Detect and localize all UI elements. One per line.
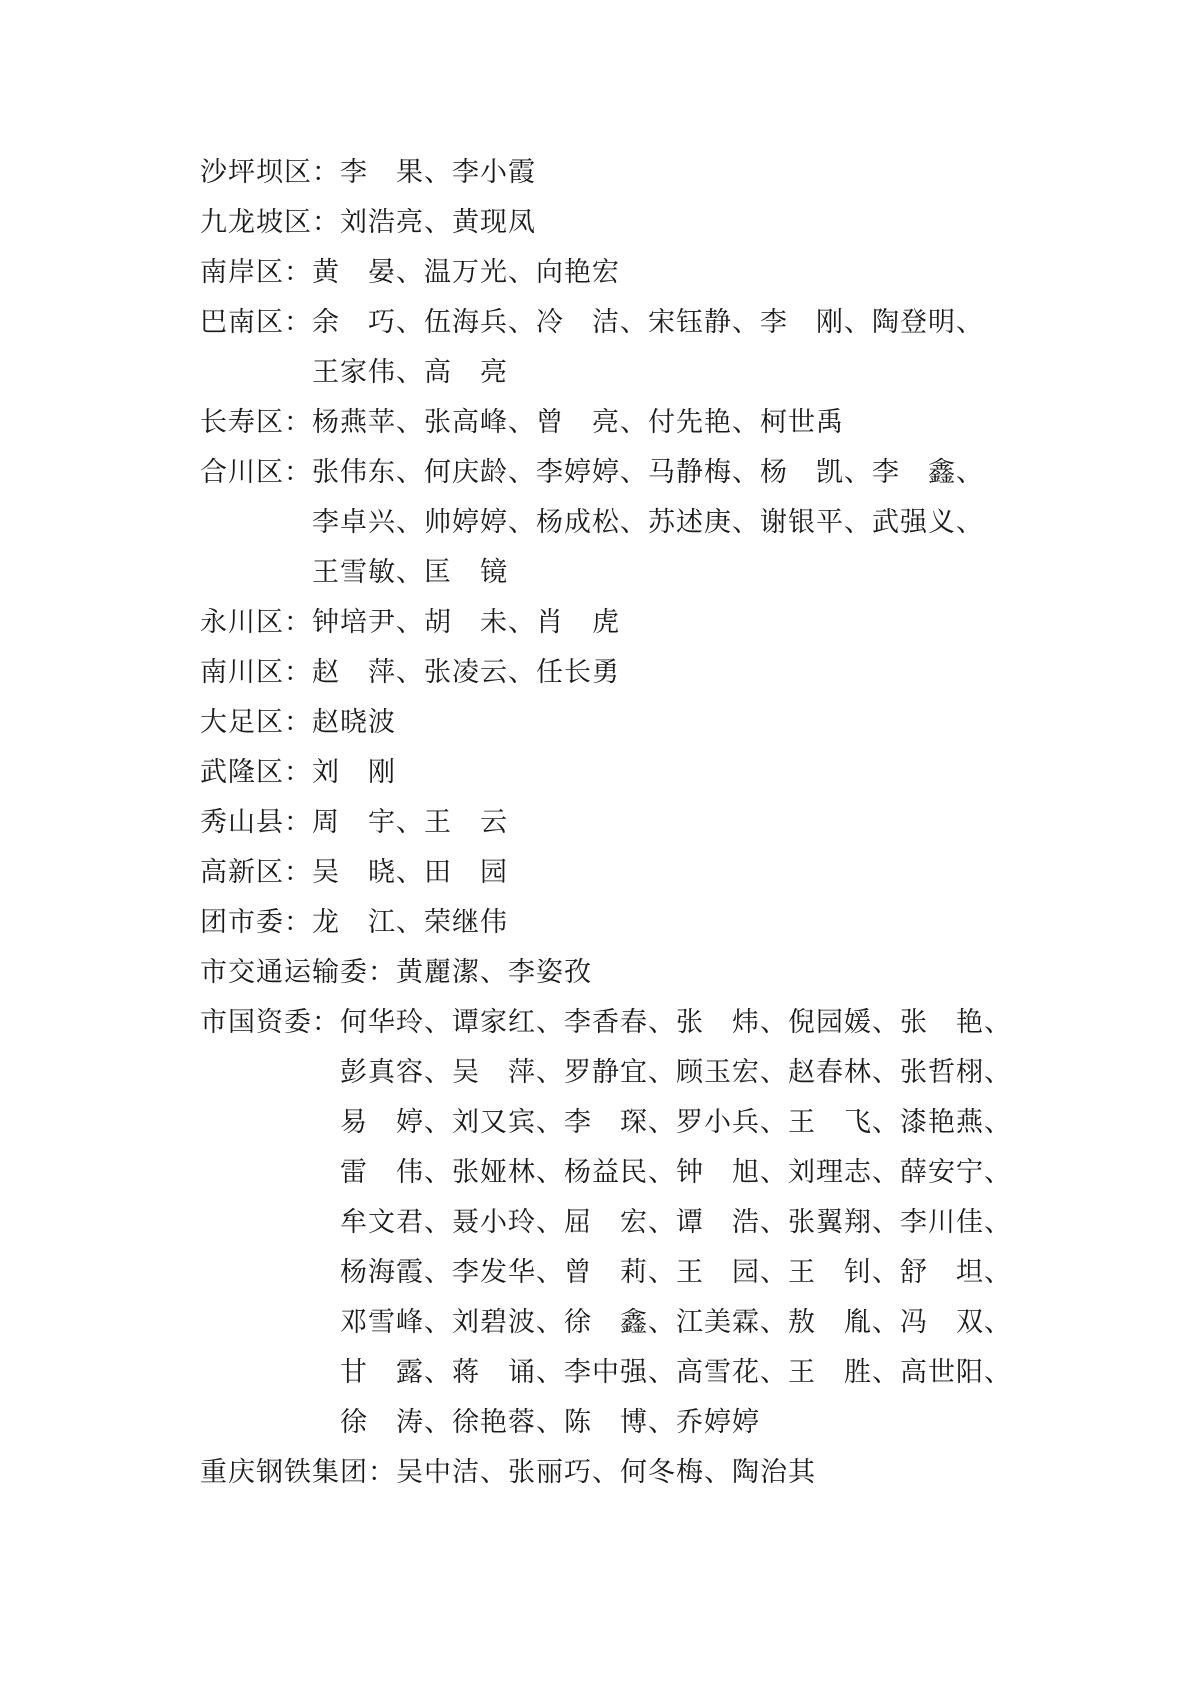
unit-label: 沙坪坝区： — [200, 157, 340, 188]
unit-label: 南川区： — [200, 657, 312, 688]
names-line: 易 婷、刘又宾、李 琛、罗小兵、王 飞、漆艳燕、 — [340, 1107, 1012, 1138]
names — [340, 148, 1080, 198]
list-item — [200, 798, 1080, 848]
unit-label: 合川区： — [200, 457, 312, 488]
names-line: 钟培尹、胡 未、肖 虎 — [312, 607, 620, 638]
names-line: 杨海霞、李发华、曾 莉、王 园、王 钊、舒 坦、 — [340, 1257, 1012, 1288]
list-item — [200, 148, 1080, 198]
names — [312, 648, 1080, 698]
list-item — [200, 648, 1080, 698]
names-line: 邓雪峰、刘碧波、徐 鑫、江美霖、敖 胤、冯 双、 — [340, 1307, 1012, 1338]
names-line: 牟文君、聂小玲、屈 宏、谭 浩、张翼翔、李川佳、 — [340, 1207, 1012, 1238]
names-line: 甘 露、蒋 诵、李中强、高雪花、王 胜、高世阳、 — [340, 1357, 1012, 1388]
names — [312, 298, 1080, 398]
list-item — [200, 298, 1080, 398]
unit-label: 长寿区： — [200, 407, 312, 438]
unit-label: 永川区： — [200, 607, 312, 638]
names-line: 黄麗潔、李姿孜 — [396, 957, 592, 988]
names — [312, 598, 1080, 648]
names-line: 吴中洁、张丽巧、何冬梅、陶治其 — [396, 1457, 816, 1488]
names-line: 赵晓波 — [312, 707, 396, 738]
names-line: 张伟东、何庆龄、李婷婷、马静梅、杨 凯、李 鑫、 — [312, 457, 984, 488]
names — [312, 748, 1080, 798]
names — [312, 248, 1080, 298]
list-item — [200, 1448, 1080, 1498]
list-item — [200, 198, 1080, 248]
unit-label: 高新区： — [200, 857, 312, 888]
names — [340, 998, 1080, 1448]
names-line: 徐 涛、徐艳蓉、陈 博、乔婷婷 — [340, 1407, 760, 1438]
names-line: 刘浩亮、黄现凤 — [340, 207, 536, 238]
unit-label: 市交通运输委： — [200, 957, 396, 988]
names-line: 李卓兴、帅婷婷、杨成松、苏述庚、谢银平、武强义、 — [312, 507, 984, 538]
list-item — [200, 248, 1080, 298]
names-line: 彭真容、吴 萍、罗静宜、顾玉宏、赵春林、张哲栩、 — [340, 1057, 1012, 1088]
unit-label: 重庆钢铁集团： — [200, 1457, 396, 1488]
names — [312, 898, 1080, 948]
names-line: 杨燕苹、张高峰、曾 亮、付先艳、柯世禹 — [312, 407, 844, 438]
names-line: 吴 晓、田 园 — [312, 857, 508, 888]
list-item — [200, 998, 1080, 1448]
names-line: 赵 萍、张凌云、任长勇 — [312, 657, 620, 688]
names-line: 雷 伟、张娅林、杨益民、钟 旭、刘理志、薛安宁、 — [340, 1157, 1012, 1188]
names-line: 李 果、李小霞 — [340, 157, 536, 188]
list-item — [200, 848, 1080, 898]
names-line: 龙 江、荣继伟 — [312, 907, 508, 938]
list-item — [200, 748, 1080, 798]
unit-label: 南岸区： — [200, 257, 312, 288]
list-item — [200, 598, 1080, 648]
names-line: 王家伟、高 亮 — [312, 357, 508, 388]
names — [312, 798, 1080, 848]
names — [312, 848, 1080, 898]
unit-label: 九龙坡区： — [200, 207, 340, 238]
unit-label: 市国资委： — [200, 1007, 340, 1038]
unit-label: 秀山县： — [200, 807, 312, 838]
unit-label: 团市委： — [200, 907, 312, 938]
list-item — [200, 398, 1080, 448]
unit-label: 大足区： — [200, 707, 312, 738]
list-item — [200, 898, 1080, 948]
names — [312, 698, 1080, 748]
unit-label: 巴南区： — [200, 307, 312, 338]
names-line: 余 巧、伍海兵、冷 洁、宋钰静、李 刚、陶登明、 — [312, 307, 984, 338]
names-line: 刘 刚 — [312, 757, 396, 788]
names-line: 黄 晏、温万光、向艳宏 — [312, 257, 620, 288]
names — [340, 198, 1080, 248]
unit-label: 武隆区： — [200, 757, 312, 788]
list-item — [200, 948, 1080, 998]
names-line: 何华玲、谭家红、李香春、张 炜、倪园媛、张 艳、 — [340, 1007, 1012, 1038]
names — [396, 948, 1080, 998]
names-line: 王雪敏、匡 镜 — [312, 557, 508, 588]
list-item — [200, 448, 1080, 598]
list-item — [200, 698, 1080, 748]
names-line: 周 宇、王 云 — [312, 807, 508, 838]
names — [396, 1448, 1080, 1498]
names — [312, 448, 1080, 598]
name-list — [200, 148, 1080, 1498]
names — [312, 398, 1080, 448]
